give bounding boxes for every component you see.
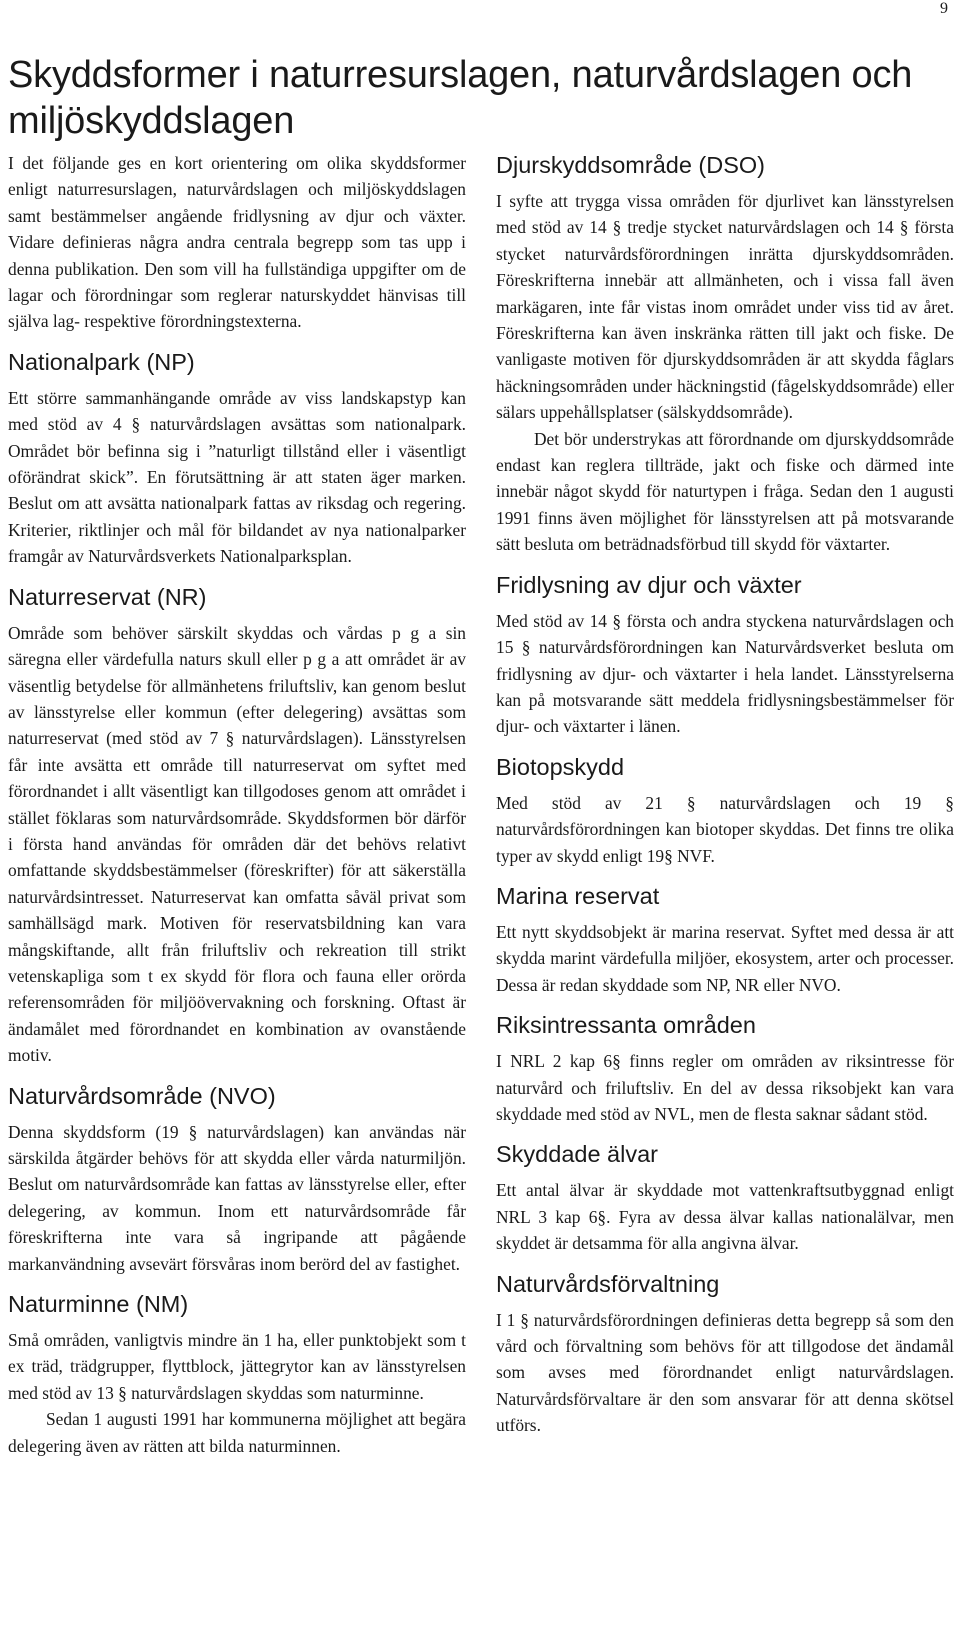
- left-column: [8, 150, 466, 1459]
- heading-skyddade-alvar: Skyddade älvar: [496, 1141, 658, 1168]
- paragraph-fridlysning: Med stöd av 14 § första och andra styckena naturvårdslagen och 15 § naturvårdsförordningen kan Naturvårdsverket besluta om fridlysning av djur- och växtarter i hela landet. Länsstyrelserna kan på motsvarande sätt meddela fridlysningsbestämmelser för djur- och växtarter i länen.: [496, 610, 954, 737]
- paragraph-nationalpark: Ett större sammanhängande område av viss landskapstyp kan med stöd av 4 § naturvårdslagen avsättas som nationalpark. Området bör befinna sig i ”naturligt tillstånd eller i väsentligt oförändrat skick”. En förutsättning är att staten äger marken. Beslut om att avsätta nationalpark fattas av riksdag och regering. Kriterier, riktlinjer och mål för bildandet av nya nationalparker framgår av Naturvårdsverkets Nationalparksplan.: [8, 387, 466, 567]
- heading-naturvardsomrade: Naturvårdsområde (NVO): [8, 1082, 276, 1109]
- heading-djurskyddsomrade: Djurskyddsområde (DSO): [496, 152, 766, 178]
- heading-biotopskydd: Biotopskydd: [496, 753, 625, 780]
- paragraph-naturminne-1: Små områden, vanligtvis mindre än 1 ha, eller punktobjekt som t ex träd, trädgrupper, flyttblock, jättegrytor kan av länsstyrelsen med stöd av 13 § naturvårdslagen skyddas som naturminne.: [8, 1330, 466, 1403]
- heading-marina-reservat: Marina reservat: [496, 882, 660, 909]
- page-title: Skyddsformer i naturresurslagen, naturvårdslagen och miljöskyddslagen: [8, 54, 913, 142]
- page-number: 9: [940, 0, 948, 17]
- heading-naturvardsforvaltning: Naturvårdsförvaltning: [496, 1270, 720, 1297]
- heading-naturreservat: Naturreservat (NR): [8, 583, 207, 610]
- paragraph-naturvardsforvaltning: I 1 § naturvårdsförordningen definieras detta begrepp så som den vård och förvaltning som behövs för att tillgodose det ändamål som avses med förordnandet enligt naturvårdslagen. Naturvårdsförvaltare är den som ansvarar för att denna skötsel utförs.: [496, 1309, 954, 1436]
- paragraph-marina-reservat: Ett nytt skyddsobjekt är marina reservat. Syftet med dessa är att skydda marint värdefulla miljöer, ekosystem, arter och processer. Dessa är redan skyddade som NP, NR eller NVO.: [496, 921, 954, 995]
- right-column: [496, 150, 954, 1439]
- paragraph-djurskyddsomrade-1: I syfte att trygga vissa områden för djurlivet kan länsstyrelsen med stöd av 14 § tredje stycket naturvårdslagen och 14 § första stycket naturvårdsförordningen inrätta djurskyddsområden. Föreskrifterna innebär att allmänheten, och i vissa fall även markägaren, inte får vistas inom området under viss tid av året. Föreskrifterna kan även inskränka rätten till jakt och fiske. De vanligaste motiven för djurskyddsområden är att skydda fåglars häckningsområden under häckningstid (fågelskyddsområde) eller sälars uppehållsplatser (sälskyddsområde).: [496, 191, 954, 423]
- paragraph-naturreservat: Område som behöver särskilt skyddas och vårdas p g a sin säregna eller värdefulla naturs skull eller p g a att området är av väsentlig betydelse för allmänhetens friluftsliv, kan genom beslut av länsstyrelse eller kommun (efter delegering) avsättas som naturreservat (med stöd av 7 § naturvårdslagen). Länsstyrelsen får inte avsätta ett område till naturreservat om syftet med förordnandet i allt väsentligt kan tillgodoses genom att området i stället föklaras som naturvårdsområde. Skyddsformen bör därför i första hand användas för områden där det behövs relativt omfattande skyddsbestämmelser (föreskrifter) för att säkerställa naturvårdsintresset. Naturreservat kan omfatta såväl privat som samhällsägd mark. Motiven för reservatsbildning kan vara mångskiftande, allt från friluftsliv och rekreation till strikt vetenskapliga som t ex skydd för flora och fauna eller orörda referensområden för miljöövervakning och forskning. Oftast är ändamålet med förordnandet en kombination av ovanstående motiv.: [8, 622, 466, 1066]
- paragraph-skyddade-alvar: Ett antal älvar är skyddade mot vattenkraftsutbyggnad enligt NRL 3 kap 6§. Fyra av dessa älvar kallas nationalälvar, men skyddet är detsamma för alla angivna älvar.: [496, 1180, 954, 1254]
- paragraph-riksintressanta-omraden: I NRL 2 kap 6§ finns regler om områden av riksintresse för naturvård och friluftsliv. En del av dessa riksobjekt kan vara skyddade med stöd av NVL, men de flesta saknar sådant stöd.: [496, 1051, 954, 1124]
- heading-riksintressanta-omraden: Riksintressanta områden: [496, 1012, 756, 1039]
- paragraph-biotopskydd: Med stöd av 21 § naturvårdslagen och 19 § naturvårdsförordningen kan biotoper skyddas. Det finns tre olika typer av skydd enligt 19§ NVF.: [496, 792, 954, 866]
- paragraph-naturvardsomrade: Denna skyddsform (19 § naturvårdslagen) kan användas när särskilda åtgärder behövs för att skydda eller vårda naturmiljön. Beslut om naturvårdsområde kan fattas av länsstyrelse eller, efter delegering, av kommun. Inom ett naturvårdsområde får föreskrifterna inte vara så ingripande att pågående markanvändning avsevärt försvåras inom berörd del av fastighet.: [8, 1121, 466, 1274]
- paragraph-naturminne-2: Sedan 1 augusti 1991 har kommunerna möjlighet att begära delegering även av rätten att bilda naturminnen.: [8, 1409, 466, 1456]
- heading-naturminne: Naturminne (NM): [8, 1291, 189, 1318]
- paragraph-djurskyddsomrade-2: Det bör understrykas att förordnande om djurskyddsområde endast kan reglera tillträde, jakt och fiske och därmed inte innebär något skydd för naturtypen i fråga. Sedan den 1 augusti 1991 finns även möjlighet för länsstyrelsen att på motsvarande sätt besluta om beträdnadsförbud till skydd för växtarter.: [496, 428, 954, 555]
- heading-fridlysning: Fridlysning av djur och växter: [496, 571, 802, 598]
- heading-nationalpark: Nationalpark (NP): [8, 348, 195, 375]
- intro-paragraph: I det följande ges en kort orientering om olika skyddsformer enligt naturresurslagen, naturvårdslagen och miljöskyddslagen samt bestämmelser angående fridlysning av djur och växter. Vidare definieras några andra centrala begrepp som tas upp i denna publikation. Den som vill ha fullständiga uppgifter om de lagar och förordningar som reglerar naturskyddet hänvisas till själva lag- respektive förordningstexterna.: [8, 153, 466, 332]
